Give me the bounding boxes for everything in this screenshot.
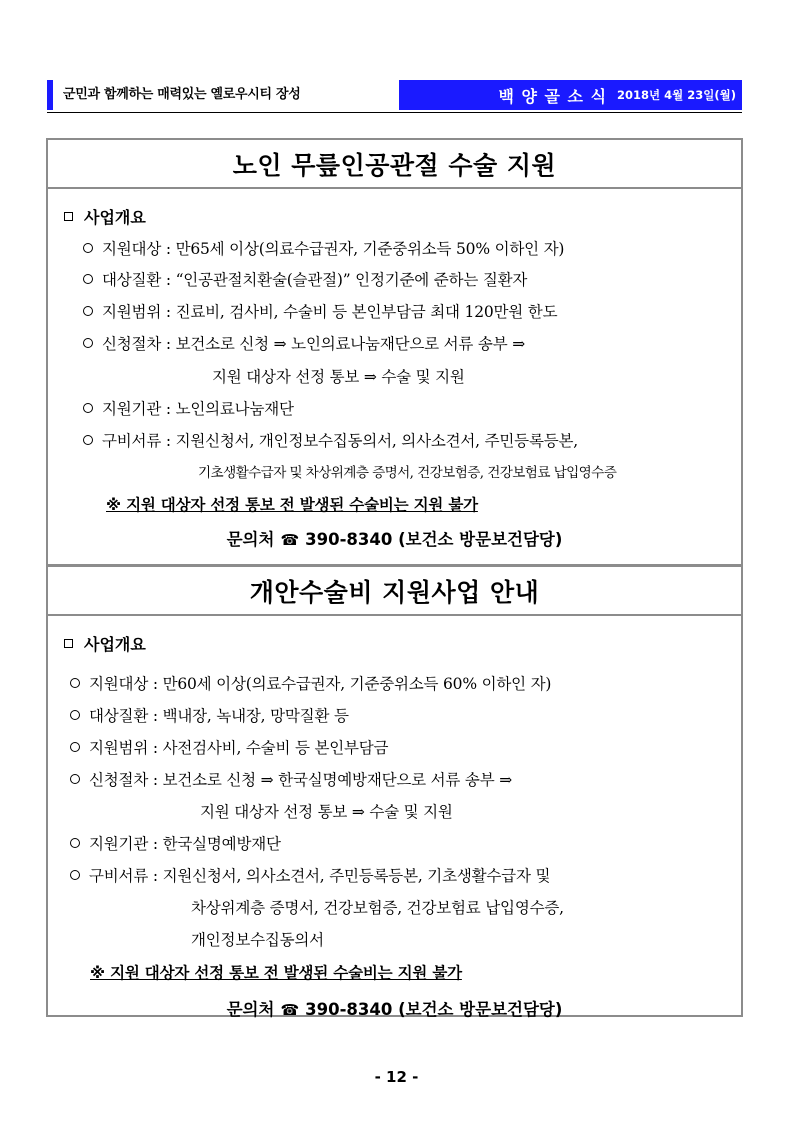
notice: ※ 지원 대상자 선정 통보 전 발생된 수술비는 지원 불가	[106, 496, 478, 514]
phone-icon: ☎	[280, 531, 300, 549]
circle-bullet-icon	[70, 870, 80, 880]
item-label: 지원범위	[89, 739, 149, 757]
subhead-text: 사업개요	[84, 208, 146, 227]
checkbox-square-icon	[64, 639, 73, 648]
item-label: 지원범위	[102, 303, 162, 321]
item-eligibility: 지원대상 : 만60세 이상(의료수급권자, 기준중위소득 60% 이하인 자)	[70, 672, 551, 694]
circle-bullet-icon	[83, 435, 93, 445]
circle-bullet-icon	[83, 243, 93, 253]
item-text: 보건소로 신청 ⇒ 한국실명예방재단으로 서류 송부 ⇒	[162, 771, 512, 789]
item-eligibility: 지원대상 : 만65세 이상(의료수급권자, 기준중위소득 50% 이하인 자)	[83, 237, 564, 259]
circle-bullet-icon	[83, 306, 93, 316]
item-label: 신청절차	[89, 771, 149, 789]
item-documents-cont: 차상위계층 증명서, 건강보험증, 건강보험료 납입영수증,	[191, 899, 564, 917]
item-label: 구비서류	[89, 867, 149, 885]
item-documents-cont: 개인정보수집동의서	[191, 931, 324, 949]
section-title: 노인 무릎인공관절 수술 지원	[48, 140, 741, 189]
item-documents-cont: 기초생활수급자 및 차상위계층 증명서, 건강보험증, 건강보험료 납입영수증	[198, 465, 617, 481]
item-procedure-cont: 지원 대상자 선정 통보 ⇒ 수술 및 지원	[200, 803, 453, 821]
item-text: 진료비, 검사비, 수술비 등 본인부담금 최대 120만원 한도	[175, 303, 558, 321]
item-procedure-cont: 지원 대상자 선정 통보 ⇒ 수술 및 지원	[212, 368, 465, 386]
circle-bullet-icon	[83, 403, 93, 413]
item-label: 지원기관	[102, 400, 162, 418]
circle-bullet-icon	[83, 338, 93, 348]
newsletter-header	[47, 80, 742, 110]
item-text: 지원신청서, 개인정보수집동의서, 의사소견서, 주민등록등본,	[175, 432, 578, 450]
circle-bullet-icon	[70, 710, 80, 720]
item-text: 한국실명예방재단	[162, 835, 281, 853]
circle-bullet-icon	[70, 774, 80, 784]
item-institution: 지원기관 : 노인의료나눔재단	[83, 397, 294, 419]
item-label: 지원기관	[89, 835, 149, 853]
item-label: 구비서류	[102, 432, 162, 450]
header-rule	[47, 112, 742, 113]
item-documents: 구비서류 : 지원신청서, 개인정보수집동의서, 의사소견서, 주민등록등본,	[83, 429, 578, 451]
item-documents: 구비서류 : 지원신청서, 의사소견서, 주민등록등본, 기초생활수급자 및	[70, 864, 550, 886]
contact-prefix: 문의처	[226, 1000, 275, 1019]
item-label: 대상질환	[89, 707, 149, 725]
header-masthead	[399, 80, 742, 110]
newsletter-name: 백 양 골 소 식	[498, 86, 608, 106]
item-disease: 대상질환 : 백내장, 녹내장, 망막질환 등	[70, 704, 349, 726]
circle-bullet-icon	[70, 678, 80, 688]
subhead	[64, 632, 146, 655]
item-text: 만65세 이상(의료수급권자, 기준중위소득 50% 이하인 자)	[175, 240, 565, 258]
header-slogan: 군민과 함께하는 매력있는 옐로우시티 장성	[63, 87, 301, 102]
contact-number: 390-8340 (보건소 방문보건담당)	[305, 530, 563, 549]
item-coverage: 지원범위 : 진료비, 검사비, 수술비 등 본인부담금 최대 120만원 한도	[83, 300, 557, 322]
item-text: 사전검사비, 수술비 등 본인부담금	[162, 739, 389, 757]
contact-number: 390-8340 (보건소 방문보건담당)	[305, 1000, 563, 1019]
item-procedure: 신청절차 : 보건소로 신청 ⇒ 노인의료나눔재단으로 서류 송부 ⇒	[83, 332, 525, 354]
header-accent-bar	[47, 80, 53, 110]
item-coverage: 지원범위 : 사전검사비, 수술비 등 본인부담금	[70, 736, 388, 758]
subhead-text: 사업개요	[84, 635, 146, 654]
contact-line	[48, 526, 741, 550]
notice: ※ 지원 대상자 선정 통보 전 발생된 수술비는 지원 불가	[90, 964, 462, 982]
item-text: 지원신청서, 의사소견서, 주민등록등본, 기초생활수급자 및	[162, 867, 551, 885]
phone-icon: ☎	[280, 1001, 300, 1019]
item-label: 지원대상	[89, 675, 149, 693]
checkbox-square-icon	[64, 212, 73, 221]
contact-line	[48, 996, 741, 1020]
item-text: 보건소로 신청 ⇒ 노인의료나눔재단으로 서류 송부 ⇒	[175, 335, 525, 353]
section-eye-surgery	[46, 565, 743, 1017]
item-text: 노인의료나눔재단	[175, 400, 294, 418]
item-text: 만60세 이상(의료수급권자, 기준중위소득 60% 이하인 자)	[162, 675, 552, 693]
section-knee-surgery	[46, 138, 743, 566]
circle-bullet-icon	[83, 274, 93, 284]
item-institution: 지원기관 : 한국실명예방재단	[70, 832, 281, 854]
item-text: 백내장, 녹내장, 망막질환 등	[162, 707, 349, 725]
subhead	[64, 205, 146, 228]
contact-prefix: 문의처	[226, 530, 275, 549]
item-label: 대상질환	[102, 271, 162, 289]
item-label: 신청절차	[102, 335, 162, 353]
circle-bullet-icon	[70, 838, 80, 848]
item-procedure: 신청절차 : 보건소로 신청 ⇒ 한국실명예방재단으로 서류 송부 ⇒	[70, 768, 512, 790]
page-number: - 12 -	[374, 1068, 419, 1086]
section-title: 개안수술비 지원사업 안내	[48, 567, 741, 616]
item-label: 지원대상	[102, 240, 162, 258]
circle-bullet-icon	[70, 742, 80, 752]
item-text: “인공관절치환술(슬관절)” 인정기준에 준하는 질환자	[175, 271, 528, 289]
item-disease: 대상질환 : “인공관절치환술(슬관절)” 인정기준에 준하는 질환자	[83, 268, 527, 290]
issue-date: 2018년 4월 23일(월)	[617, 88, 736, 102]
